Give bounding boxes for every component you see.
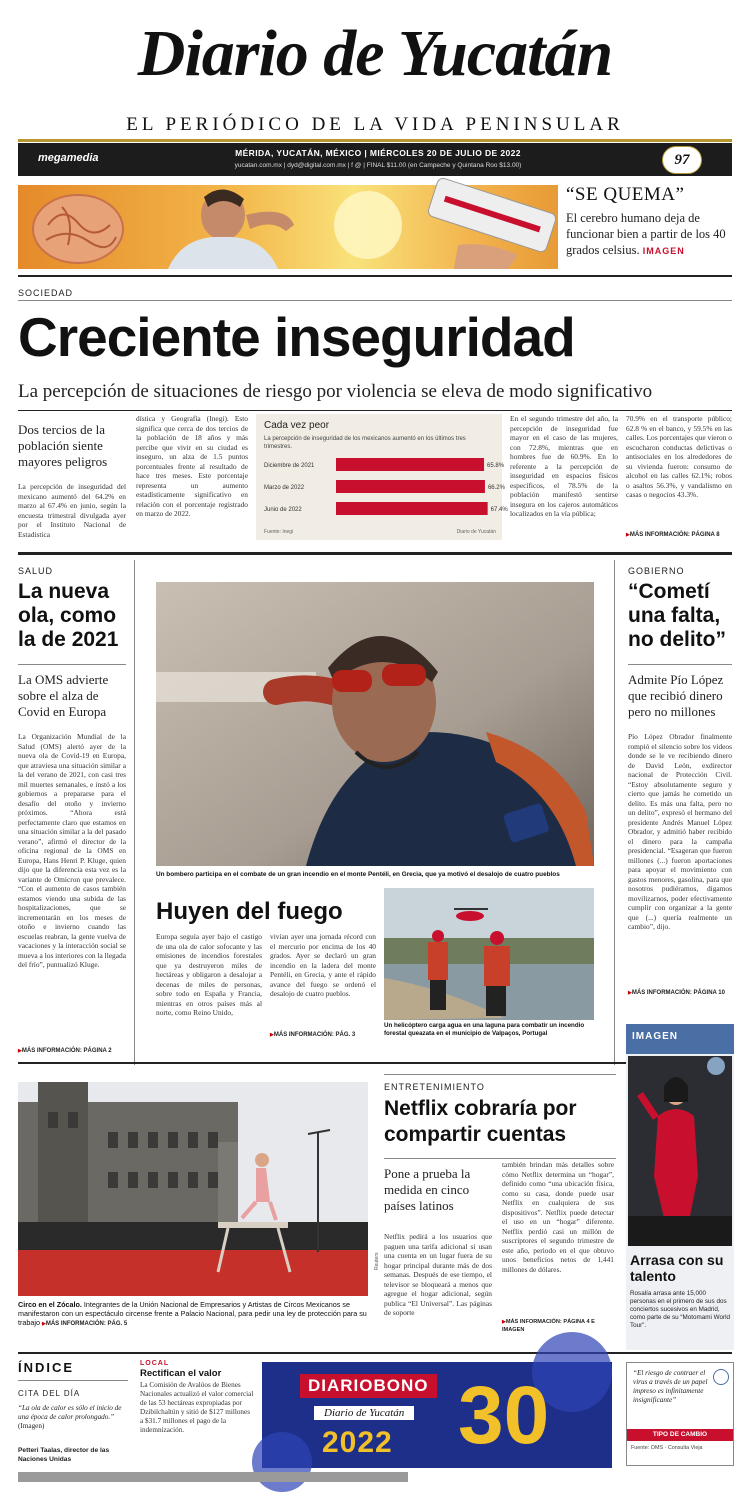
chart-value-label: 67.4% — [490, 507, 508, 513]
salud-more[interactable]: ▶ MÁS INFORMACIÓN: PÁGINA 2 — [18, 1048, 112, 1054]
lead-deck-rule — [18, 410, 732, 411]
fuego-photo[interactable] — [384, 888, 594, 1020]
lead-more[interactable]: ▶ MÁS INFORMACIÓN: PÁGINA 8 — [626, 532, 720, 538]
indice-rule — [18, 1380, 128, 1381]
brain-graphic — [33, 195, 123, 263]
masthead — [0, 0, 750, 180]
banner-headline[interactable]: “SE QUEMA” — [566, 184, 685, 205]
fuego-col2: vivían ayer una jornada récord con el mercurio por encima de los 40 grados. Ayer se declaró un gran incendio en la ladera del monte Pentéli, en Grecia, y ante el rápido avance del fuego se ordenó el desalojo de cuatro pueblos. — [270, 932, 376, 998]
chart-value-label: 65.8% — [487, 463, 505, 469]
gobierno-headline[interactable]: “Cometí una falta, no delito” — [628, 580, 726, 651]
circo-caption — [18, 1300, 370, 1329]
diariobono-ad[interactable] — [262, 1362, 612, 1468]
main-photo[interactable] — [156, 582, 594, 866]
lead-deck: La percepción de situaciones de riesgo por violencia se eleva de modo significativo — [18, 381, 653, 402]
netflix-col2: también brindan más detalles sobre cómo Netflix determina un “hogar”, definido como “una ubicación física, como su casa, donde puede usar Netflix en cualquiera de sus dispositivos”. Netflix puede detectar el uso en un “hogar” diferente. Netflix perdió casi un millón de suscriptores el segundo trimestre de este año, periodo en el que obtuvo unos beneficios netos de 1,441 millones de dólares. — [502, 1160, 614, 1274]
circo-caption-body: Integrantes de la Unión Nacional de Empresarios y Artistas de Circos Mexicanos se manifestaron con un espectáculo circense frente a Palacio Nacional, para pedir una ley de protección para su trabajo — [18, 1300, 367, 1327]
chart-subtitle: La percepción de inseguridad de los mexicanos aumentó en los últimos tres trimestres. — [264, 436, 466, 450]
fuego-col1: Europa seguía ayer bajo el castigo de una ola de calor sofocante y las emisiones de incendios forestales que ya destruyeron miles de hectáreas y obligaron a desalojar a decenas de miles de personas, sobre todo en España y Francia, mientras en otros países más al norte, como Reino Unido, — [156, 932, 262, 1017]
col-divider-left — [134, 560, 135, 1065]
middle-bottom-rule — [18, 1062, 732, 1064]
gobierno-body: Pío López Obrador finalmente rompió el silencio sobre los videos donde se le ve recibiendo dinero de David León, exdirector nacional de Protección Civil. “Estoy absolutamente seguro y cierto que jamás he cometido un delito. Es más una falta, pero no un delito”, expresó el hermano del presidente Andrés Manuel López Obrador, y admitió haber recibido el dinero para la campaña presidencial. “Esageran que fueron millones (...) fueron aportaciones para apoyar el movimiento con gastos menores, gasolina, para que nosotros pudiéramos, digamos movilizarnos, poder efectivamente cumplir con organizar a la gente que (...) quería realmente un cambio”, dijo. — [628, 732, 732, 931]
imagen-headline[interactable]: Arrasa con su talento — [630, 1252, 724, 1284]
local-tag: LOCAL — [140, 1360, 170, 1367]
chart-source: Fuente: Inegi — [264, 529, 294, 535]
local-brief[interactable] — [140, 1360, 254, 1470]
diariobono-big: 30 — [458, 1370, 550, 1461]
footer-bar — [18, 1472, 408, 1482]
chart-bar — [336, 480, 485, 493]
chart-value-label: 66.2% — [487, 485, 505, 491]
cita-quote-source: (Imagen) — [18, 1422, 45, 1430]
diariobono-sub: Diario de Yucatán — [314, 1406, 414, 1420]
chart-title: Cada vez peor — [264, 420, 330, 431]
lead-headline[interactable]: Creciente inseguridad — [18, 306, 575, 368]
thermometer-graphic — [427, 177, 557, 269]
circo-photo[interactable] — [18, 1082, 368, 1296]
banner-section-tag[interactable]: IMAGEN — [642, 246, 685, 256]
salud-subhead: La OMS advierte sobre el alza de Covid en Europa — [18, 672, 109, 719]
chart-category-label: Junio de 2022 — [264, 507, 302, 513]
netflix-subhead: Pone a prueba la medida en cinco países latinos — [384, 1166, 471, 1213]
lead-col2: dística y Geografía (Inegi). Esto significa que cerca de dos tercios de la población de 18 años y más percibe que vivir en su ciudad es inseguro, un alza de 1.5 puntos porcentuales frente al resultado de hace tres meses. Este porcentaje representa un aumento estadísticamente significativo en relación con el porcentaje registrado en marzo de 2022. — [136, 414, 248, 518]
lead-chart — [256, 414, 508, 540]
imagen-body: Rosalía arrasa ante 15,000 personas en el primero de sus dos conciertos sucesivos en Madrid, como parte de su “Motomami World Tour”. — [630, 1290, 730, 1329]
salud-headline[interactable]: La nueva ola, como la de 2021 — [18, 580, 119, 651]
cita-quote-text: “La ola de calor es sólo el inicio de una época de calor prolongado.” — [18, 1404, 122, 1421]
netflix-col1: Netflix pedirá a los usuarios que paguen una tarifa adicional si usan una cuenta en un lugar fuera de su hogar principal durante más de dos semanas. Después de ese tiempo, el televisor se bloqueará a menos que agregue el hogar adicional, según publica “El Universal”. Las páginas de soporte — [384, 1232, 492, 1317]
lead-bottom-rule — [18, 552, 732, 555]
main-photo-caption: Un bombero participa en el combate de un gran incendio en el monte Pentéli, en Grecia, que ya motivó el desalojo de cuatro pueblos — [156, 871, 560, 878]
imagen-box[interactable] — [626, 1024, 734, 1350]
circo-caption-lead: Circo en el Zócalo. — [18, 1300, 82, 1309]
chart-bar — [336, 458, 484, 471]
diariobono-title: DIARIOBONO — [300, 1374, 437, 1398]
fuego-headline[interactable]: Huyen del fuego — [156, 898, 343, 925]
lower-bottom-rule — [18, 1352, 732, 1354]
gobierno-rule — [628, 664, 732, 665]
megamedia-logo[interactable]: megamedia — [38, 152, 99, 164]
banner[interactable] — [18, 182, 732, 272]
netflix-more[interactable]: ▶ MÁS INFORMACIÓN: PÁGINA 4 E IMAGEN — [502, 1318, 614, 1334]
masthead-title[interactable]: Diario de Yucatán — [137, 17, 613, 90]
circo-more[interactable]: ▶ MÁS INFORMACIÓN: PÁG. 5 — [42, 1321, 127, 1327]
man-figure — [168, 189, 294, 269]
diariobono-year: 2022 — [322, 1426, 393, 1459]
chart-category-label: Marzo de 2022 — [264, 485, 305, 491]
tipo-cambio-quote: “El riesgo de contraer el virus a través de un papel impreso es infinitamente insignificante” — [633, 1369, 708, 1404]
chart-credit: Diario de Yucatán — [456, 529, 496, 535]
tipo-cambio-label: TIPO DE CAMBIO — [627, 1429, 733, 1441]
local-headline[interactable]: Rectifican el valor — [140, 1368, 222, 1379]
fuego-photo-caption: Un helicóptero carga agua en una laguna para combatir un incendio forestal queazata en el municipio de Valpaços, Portugal — [384, 1022, 585, 1037]
cita-author: Petteri Taalas, director de las Naciones Unidas — [18, 1447, 110, 1463]
salud-body: La Organización Mundial de la Salud (OMS) alertó ayer de la nueva ola de Covid-19 en Europa, que atraviesa una situación similar a la del verano de 2021, con casi tres mil muertes semanales, e instó a los gobiernos a prepararse para el desafío del otoño y invierno próximos. “Ahora está perfectamente claro que estamos en una situación similar a la del pasado verano”, afirmó el director de la oficina regional de la OMS en Europa, Hans Henri P. Kluge, quien dijo que la diferencia esta vez es la variante de Omicron que prevalece. “Con el aumento de casos también estamos viendo una subida de las hospitalizaciones, que se incrementarán en los meses de otoño e invierno cuando las escuelas reabran, la gente vuelva de vacaciones y la interacción social se mueva a los interiores con la llegada del frío”, puntualizó Kluge. — [18, 732, 126, 969]
gobierno-subhead: Admite Pío López que recibió dinero pero no millones — [628, 672, 724, 719]
imagen-photo[interactable] — [628, 1056, 732, 1246]
masthead-gold-rule — [18, 139, 732, 142]
lead-subhead: Dos tercios de la población siente mayores peligros — [18, 422, 108, 469]
who-logo-icon — [713, 1369, 729, 1385]
web-line: yucatan.com.mx | dyd@digital.com.mx | f @ | FINAL $11.00 (en Campeche y Quintana Roo $13.00) — [234, 162, 522, 169]
banner-bottom-rule — [18, 275, 732, 277]
tipo-cambio-note: Fuente: OMS · Consulta Vieja — [631, 1445, 703, 1451]
sun-glow — [334, 191, 402, 259]
fuego-more[interactable]: ▶ MÁS INFORMACIÓN: PÁG. 3 — [270, 1032, 355, 1038]
imagen-tag: IMAGEN — [626, 1024, 734, 1054]
banner-text-body: El cerebro humano deja de funcionar bien a partir de los 40 grados celsius. — [566, 211, 726, 257]
anniversary-badge — [662, 146, 702, 174]
lead-col4: 70.9% en el transporte público; 62.8 % en el banco, y 59.5% en las calles. Los porcentajes que vieron o escucharon conductas delictivas o antisociales en los alrededores de su vivienda fueron: consumo de alcohol en las calles 62.1%; robos o asaltos 56.3%, y vandalismo en casas o negocios 43.3%. — [626, 414, 732, 499]
tipo-cambio-box[interactable] — [626, 1362, 734, 1466]
anniversary-number: 97 — [674, 152, 690, 168]
gobierno-more[interactable]: ▶ MÁS INFORMACIÓN: PÁGINA 10 — [628, 990, 725, 996]
cita-label: CITA DEL DÍA — [18, 1389, 81, 1398]
chart-bar — [336, 502, 488, 515]
masthead-tagline: EL PERIÓDICO DE LA VIDA PENINSULAR — [126, 114, 624, 135]
circo-credit: Reuters — [374, 1252, 380, 1270]
netflix-top-rule — [384, 1074, 616, 1075]
banner-text — [566, 210, 732, 259]
masthead-dateline-bar — [18, 143, 732, 176]
palacio-building — [18, 1082, 238, 1242]
chart-plot — [256, 450, 508, 540]
dateline: MÉRIDA, YUCATÁN, MÉXICO | MIÉRCOLES 20 DE JULIO DE 2022 — [235, 148, 521, 158]
lead-col1: La percepción de inseguridad del mexicano aumentó del 64.2% en marzo al 67.4% en junio, según la encuesta trimestral divulgada ayer por el Instituto Nacional de Estadística — [18, 482, 126, 539]
netflix-head-rule — [384, 1158, 616, 1159]
salud-rule — [18, 664, 126, 665]
banner-image[interactable] — [18, 185, 558, 269]
local-body: La Comisión de Avalúos de Bienes Nacionales actualizó el valor comercial de las 53 hectáreas expropiadas por Dzibilchaltún y sitió de $127 millones a $31.7 millones el pago de la indemnización. — [140, 1381, 254, 1434]
salud-kicker: SALUD — [18, 566, 54, 576]
cita-quote — [18, 1404, 130, 1431]
chart-category-label: Diciembre de 2021 — [264, 463, 315, 469]
gobierno-kicker: GOBIERNO — [628, 566, 685, 576]
indice-title[interactable]: ÍNDICE — [18, 1360, 75, 1375]
lead-col3: En el segundo trimestre del año, la percepción de inseguridad fue mayor en el caso de las mujeres, con 72.8%, mientras que en hombres fue de 60.9%. En lo referente a la percepción de inseguridad en espacios físicos específicos, el 78.5% de la población manifestó sentirse insegura en los cajeros automáticos localizados en la vía pública; — [510, 414, 618, 518]
netflix-kicker: ENTRETENIMIENTO — [384, 1082, 485, 1092]
lead-kicker: SOCIEDAD — [18, 288, 74, 298]
col-divider-right — [614, 560, 615, 1065]
netflix-headline[interactable]: Netflix cobraría por compartir cuentas — [384, 1097, 577, 1146]
